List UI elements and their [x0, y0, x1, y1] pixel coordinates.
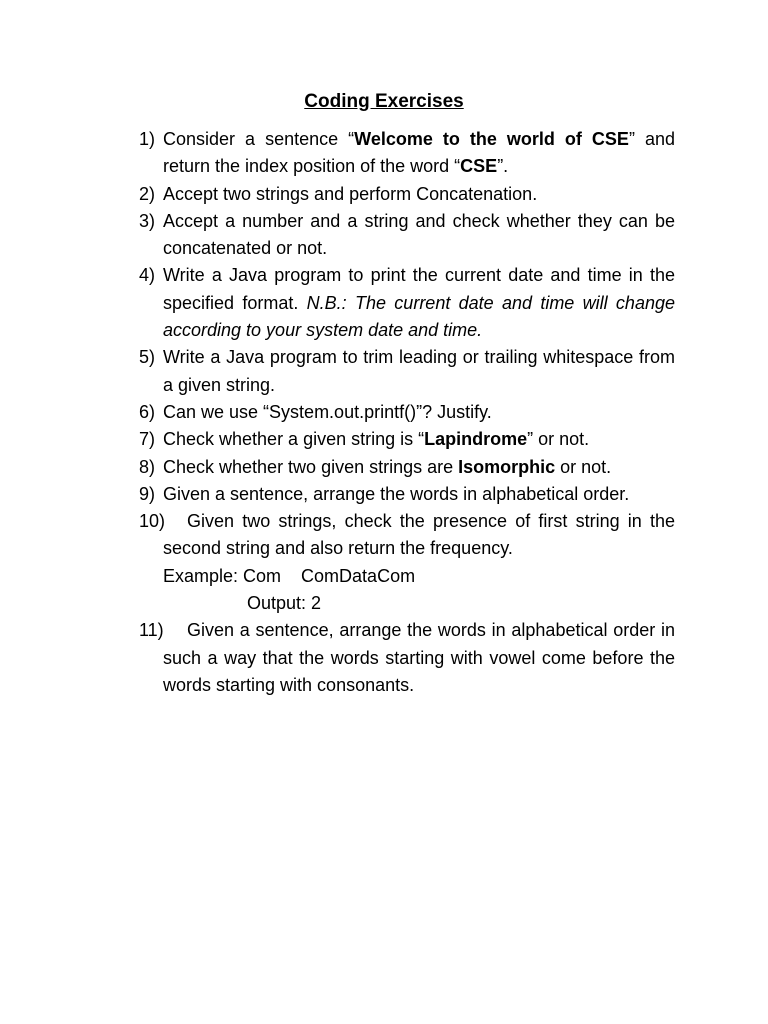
item-text: ”. — [497, 156, 509, 177]
item-text: Check whether two given strings are — [163, 456, 459, 477]
item-number: 9) — [139, 483, 156, 504]
item-text: Accept two strings and perform Concatenation. — [163, 183, 538, 204]
item-number: 6) — [139, 401, 156, 422]
item-bold-text: CSE — [460, 156, 498, 177]
item-bold-text: Lapindrome — [424, 429, 528, 450]
list-item — [139, 399, 675, 426]
item-number: 4) — [139, 265, 156, 286]
page-title: Coding Exercises — [304, 91, 464, 112]
item-text: ” or not. — [527, 429, 590, 450]
output-line — [139, 590, 675, 617]
item-text: Write a Java program to print the current date and time in the specified format. — [163, 265, 675, 313]
output-text: Output: 2 — [247, 593, 322, 614]
item-number: 7) — [139, 429, 156, 450]
list-item — [139, 181, 675, 208]
list-item — [139, 344, 675, 399]
item-number: 10) — [139, 511, 166, 532]
item-number: 3) — [139, 210, 156, 231]
item-text: or not. — [555, 456, 612, 477]
list-item — [139, 426, 675, 453]
item-text: Accept a number and a string and check whether they can be concatenated or not. — [163, 210, 675, 259]
list-item — [139, 454, 675, 481]
item-text: Consider a sentence “ — [163, 129, 355, 149]
item-italic-note: N.B.: The current date and time will change according to your system date and time. — [163, 292, 675, 341]
exercise-list — [139, 126, 675, 699]
item-text: Write a Java program to trim leading or trailing whitespace from a given string. — [163, 347, 675, 395]
item-number: 2) — [139, 183, 156, 204]
item-text: Given a sentence, arrange the words in alphabetical order in such a way that the words starting with vowel come before the words starting with consonants. — [163, 620, 675, 695]
item-number: 5) — [139, 347, 156, 368]
example-line: Example: Com ComDataCom — [163, 565, 416, 586]
list-item — [139, 126, 675, 181]
list-item — [139, 508, 675, 563]
item-bold-text: Welcome to the world of CSE — [354, 129, 629, 149]
item-text: Given two strings, check the presence of first string in the second string and also return the frequency. — [163, 511, 675, 559]
list-item — [139, 481, 675, 508]
item-text: ” and return the index position of the word “ — [163, 129, 675, 177]
item-text: Given a sentence, arrange the words in alphabetical order. — [163, 483, 630, 504]
list-item — [139, 617, 675, 699]
list-item — [139, 262, 675, 344]
item-text: Check whether a given string is “ — [163, 429, 425, 450]
item-text: Can we use “System.out.printf()”? Justify. — [163, 401, 492, 422]
item-number: 8) — [139, 456, 156, 477]
list-item — [139, 208, 675, 263]
item-number: 1) — [139, 129, 156, 149]
item-bold-text: Isomorphic — [458, 456, 556, 477]
item-number: 11) — [139, 620, 164, 641]
